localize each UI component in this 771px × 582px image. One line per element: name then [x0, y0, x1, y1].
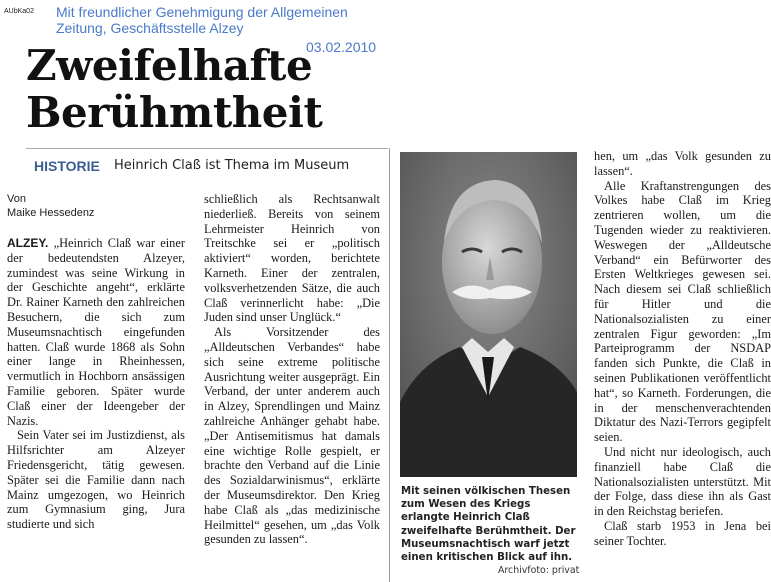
article-paragraph: Und nicht nur ideologisch, auch finanziell habe Claß die Nationalsozialisten unterstützt. Mit der Folge, dass diese ihn als Gast in den Reichstag beriefen.: [594, 444, 771, 519]
headline-line-2: Berühmtheit: [26, 88, 323, 137]
article-paragraph: Sein Vater sei im Justizdienst, als Hilfsrichter am Alzeyer Friedensgericht, tätig gewesen. Später sei die Familie dann nach Mainz umgezogen, wo Heinrich zum Gymnasium ging, Jura studierte und sich: [7, 428, 185, 532]
article-paragraph: [7, 236, 185, 428]
photo-portrait-icon: [400, 152, 577, 477]
article-paragraph: Als Vorsitzender des „Alldeutschen Verbandes“ habe sich seine extreme politische Ausrichtung weiter ausgeprägt. Ein Verband, der unter anderem auch in Alzey, Sprendlingen und Mainz zahlreiche Anhänger gehabt habe. „Der Antisemitismus hat damals eine wichtige Rolle gespielt, er brachte den Verband auf die Linie des Sozialdarwinismus“, erklärte der Museumsdirektor. Den Krieg habe Claß als „das medizinische Heilmittel“ gesehen, um „das Volk gesunden zu lassen“.: [204, 325, 380, 547]
header-rule: [26, 148, 388, 149]
headline: [26, 42, 396, 136]
permission-date: 03.02.2010: [306, 39, 377, 55]
photo-credit: Archivfoto: privat: [498, 565, 580, 576]
byline-author: Maike Hessedenz: [7, 207, 95, 219]
article-column-4: [594, 149, 771, 549]
dateline: ALZEY.: [7, 236, 49, 250]
article-paragraph: schließlich als Rechtsanwalt niederließ. Bereits von seinem Lehrmeister Heinrich von Treitschke sei er „politisch aktiviert“ worden, berichtete Karneth. Einer der zentralen, volksverhetzenden Sätze, die auch Claß verinnerlicht habe: „Die Juden sind unser Unglück.“: [204, 192, 380, 325]
article-paragraph: Alle Kraftanstrengungen des Volkes habe Claß im Krieg zentrieren wollen, um die Tugenden wieder zu reaktivieren. Weswegen der „Alldeutsche Verband“ ein Befürworter des Ersten Weltkrieges gewesen sei. Nach diesem sei Claß schließlich für Hitler und die Nationalsozialisten zu einer zentralen Figur geworden: „Im Parteiprogramm der NSDAP fanden sich Punkte, die Claß in seinen Publikationen veröffentlicht hat“, so Karneth. Forderungen, die in der menschenverachtenden Diktatur des Nazi-Terrors gegipfelt seien.: [594, 178, 771, 445]
column-divider: [389, 148, 390, 582]
headline-line-1: Zweifelhafte: [26, 41, 313, 90]
kicker-label: HISTORIE: [34, 158, 100, 174]
photo-caption: Mit seinen völkischen Thesen zum Wesen des Kriegs erlangte Heinrich Claß zweifelhafte Berühmtheit. Der Museumsnachtisch warf jetzt einen kritischen Blick auf ihn.: [401, 486, 576, 564]
paragraph-text: „Heinrich Claß war einer der bedeutendsten Alzeyer, zumindest was seine Wirkung in der Geschichte angeht“, erklärte Dr. Rainer Karneth den zahlreichen Besuchern, die sich zum Museumsnachtisch eingefunden hatten. Claß wurde 1868 als Sohn einer lange in Rheinhessen, vermutlich in Hochborn ansässigen Familie geboren. Später wurde Claß einer der Ideengeber der Nazis.: [7, 236, 185, 428]
article-paragraph: Claß starb 1953 in Jena bei seiner Tochter.: [594, 518, 771, 548]
portrait-photo: [400, 152, 577, 477]
article-column-1: [7, 236, 185, 532]
permission-note: Mit freundlicher Genehmigung der Allgemeinen Zeitung, Geschäftsstelle Alzey: [56, 4, 348, 36]
article-column-2: [204, 192, 380, 547]
byline-von: Von: [7, 193, 26, 205]
kicker-text: Heinrich Claß ist Thema im Museum: [114, 158, 350, 173]
article-paragraph: hen, um „das Volk gesunden zu lassen“.: [594, 149, 771, 178]
page-code: AUbKa02: [4, 8, 34, 15]
byline: [7, 192, 94, 220]
